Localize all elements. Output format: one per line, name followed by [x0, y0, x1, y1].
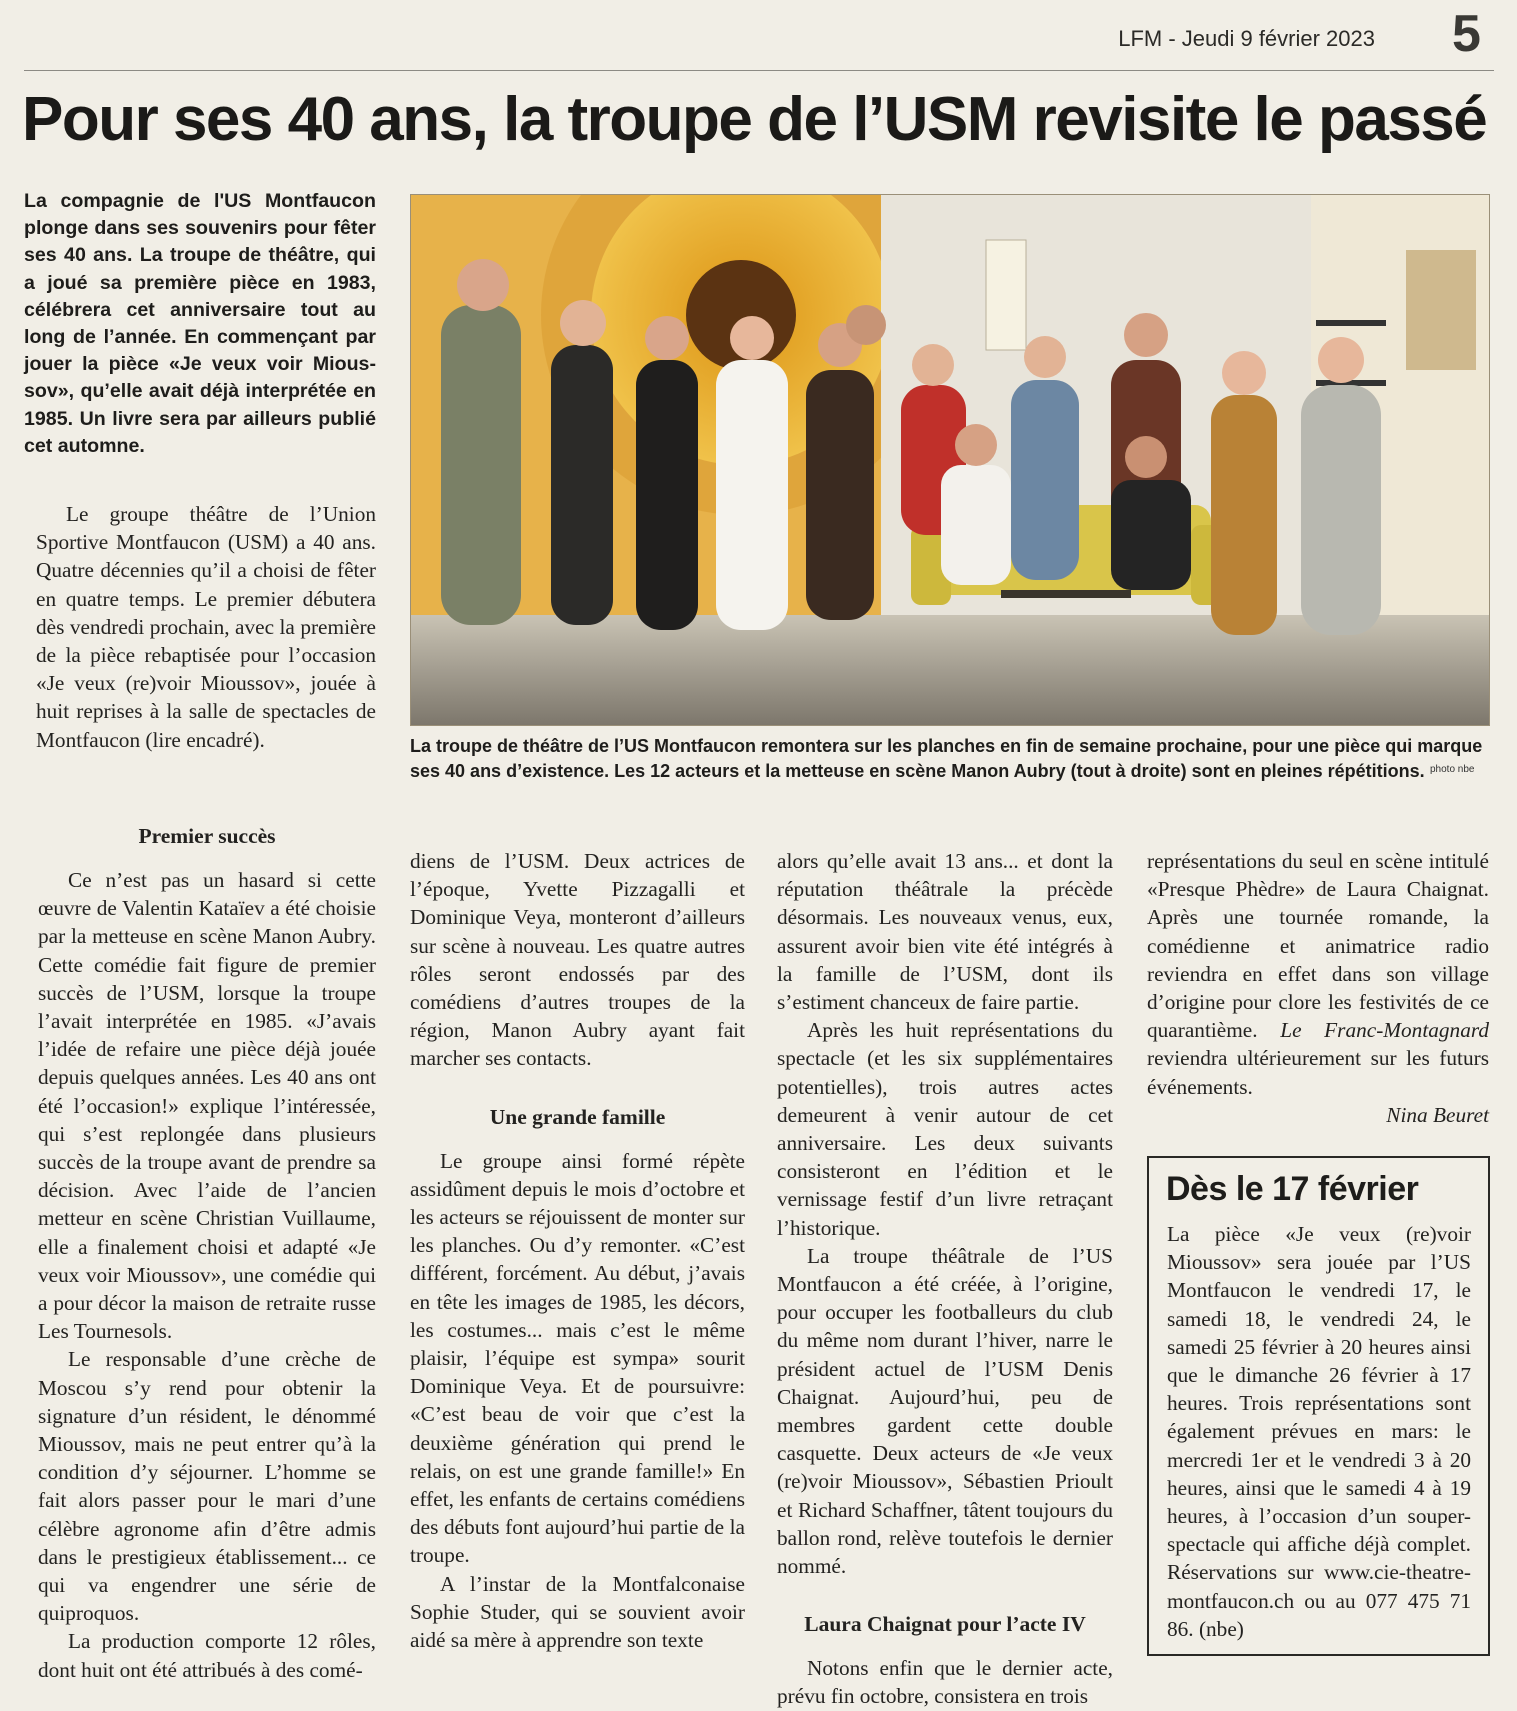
col4-paragraph-1 [1147, 847, 1489, 1101]
photo-caption: La troupe de théâtre de l’US Montfaucon remontera sur les planches en fin de semaine prochaine, pour une pièce qui marque ses 40 ans d’existence. Les 12 acteurs et la metteuse en scène Manon Aubry (tout à droite) sont en pleines répétitions. [410, 736, 1483, 781]
col3-paragraph-4: Notons enfin que le dernier acte, prévu fin octobre, consistera en trois [777, 1656, 1113, 1709]
headline: Pour ses 40 ans, la troupe de l’USM revisite le passé [22, 85, 1487, 154]
info-box-body [1167, 1220, 1471, 1643]
info-box-title: Dès le 17 février [1166, 1170, 1419, 1208]
subhead-une-grande-famille: Une grande famille [489, 1104, 666, 1129]
stage-illustration [411, 195, 1489, 725]
col2-paragraph-1: diens de l’USM. Deux actrices de l’époque, Yvette Pizzagalli et Dominique Veya, monteront d’ailleurs sur scène à nouveau. Les quatre autres rôles seront endossés par des comédiens d’autres troupes de la région, Manon Aubry ayant fait marcher ses contacts. [410, 849, 745, 1071]
column-3 [777, 847, 1113, 1711]
intro-column [36, 500, 376, 754]
page-number: 5 [1452, 5, 1481, 63]
photo-credit: photo nbe [1430, 764, 1475, 775]
lead-text: La compagnie de l'US Montfaucon plonge dans ses souvenirs pour fêter ses 40 ans. La troupe de théâtre, qui a joué sa première pièce en 1983, célébrera cet anniversaire tout au long de l’année. En commençant par jouer la pièce «Je veux voir Mioussov», qu’elle avait déjà interprétée en 1985. Un livre sera par ailleurs publié cet automne. [24, 190, 376, 457]
lead-paragraph [24, 188, 376, 460]
column-1 [38, 822, 376, 1684]
column-4 [1147, 847, 1489, 1129]
header-rule [24, 70, 1494, 71]
col2-paragraph-3: A l’instar de la Montfalconaise Sophie Studer, qui se souvient avoir aidé sa mère à apprendre son texte [410, 1571, 745, 1653]
subhead-laura-chaignat: Laura Chaignat pour l’acte IV [804, 1612, 1086, 1637]
col1-paragraph-3: La production comporte 12 rôles, dont huit ont été attribués à des comé- [38, 1629, 376, 1682]
col4-text-a: représentations du seul en scène intitulé «Presque Phèdre» de Laura Chaignat. Après une tournée romande, la comédienne et animatrice radio reviendra en effet dans son village d’origine pour clore les festivités de ce quarantième. [1147, 849, 1489, 1043]
subhead-premier-succes: Premier succès [138, 824, 276, 848]
col3-paragraph-2: Après les huit représentations du spectacle (et les six supplémentaires potentielles), trois autres actes demeurent à venir autour de cet anniversaire. Les deux suivants consisteront en l’édition et le vernissage festif d’un livre retraçant l’historique. [777, 1018, 1113, 1240]
col1-paragraph-1: Ce n’est pas un hasard si cette œuvre de Valentin Kataïev a été choisie par la metteuse en scène Manon Aubry. Cette comédie fait figure de premier succès de l’USM, lorsque la troupe l’avait interprétée en 1985. «J’avais l’idée de refaire une pièce déjà jouée depuis quelques années. Les 40 ans ont été l’occasion!» explique l’intéressée, qui s’est replongée dans plusieurs succès de la troupe avant de prendre sa décision. Avec l’aide de l’ancien metteur en scène Christian Vuillaume, elle a finalement choisi et adapté «Je veux voir Mioussov», une comédie qui a pour décor la maison de retraite russe Les Tournesols. [38, 868, 376, 1344]
author-signature: Nina Beuret [1386, 1102, 1489, 1127]
folio: LFM - Jeudi 9 février 2023 [1118, 26, 1375, 51]
troupe-photo [410, 194, 1490, 726]
col4-text-b: reviendra ultérieurement sur les futurs événements. [1147, 1046, 1489, 1099]
column-2 [410, 847, 745, 1654]
col3-paragraph-1: alors qu’elle avait 13 ans... et dont la réputation théâtrale la précède désormais. Les nouveaux venus, eux, assurent avoir bien vite été intégrés à la famille de l’USM, dont ils s’estiment chanceux de faire partie. [777, 849, 1113, 1015]
info-box-text: La pièce «Je veux (re)voir Mioussov» sera jouée par l’US Montfaucon le vendredi 17, le samedi 18, le vendredi 24, le samedi 25 février à 20 heures ainsi que le dimanche 26 février à 17 heures. Trois représentations sont également prévues en mars: le mercredi 1er et le vendredi 3 à 20 heures, ainsi que le samedi 4 à 19 heures, à l’occasion d’un souper-spectacle qui affiche déjà complet. Réservations sur www.cie-theatre-montfaucon.ch ou au 077 475 71 86. (nbe) [1167, 1222, 1471, 1641]
intro-paragraph: Le groupe théâtre de l’Union Sportive Montfaucon (USM) a 40 ans. Quatre décennies qu’il a choisi de fêter en quatre temps. Le premier débutera dès vendredi prochain, avec la première de la pièce rebaptisée pour l’occasion «Je veux (re)voir Mioussov», jouée à huit reprises à la salle de spectacles de Montfaucon (lire encadré). [36, 502, 376, 752]
newspaper-name: Le Franc-Montagnard [1280, 1018, 1489, 1043]
col1-paragraph-2: Le responsable d’une crèche de Moscou s’y rend pour obtenir la signature d’un résident, le dénommé Mioussov, mais ne peut entrer qu’à la condition d’y séjourner. L’homme se fait alors passer pour le mari d’une célèbre agronome afin d’être admis dans le prestigieux établissement... ce qui va engendrer une série de quiproquos. [38, 1347, 376, 1626]
col2-paragraph-2: Le groupe ainsi formé répète assidûment depuis le mois d’octobre et les acteurs se réjouissent de monter sur les planches. Ou d’y remonter. «C’est différent, forcément. Au début, j’avais en tête les images de 1985, les décors, les costumes... mais c’est le même plaisir, l’équipe est sympa» sourit Dominique Veya. Et de poursuivre: «C’est beau de voir que c’est la deuxième génération qui prend le relais, on est une grande famille!» En effet, les enfants de certains comédiens des débuts font aujourd’hui partie de la troupe. [410, 1148, 745, 1568]
col3-paragraph-3: La troupe théâtrale de l’US Montfaucon a été créée, à l’origine, pour occuper les footballeurs du club du même nom durant l’hiver, narre le président actuel de l’USM Denis Chaignat. Aujourd’hui, peu de membres gardent cette double casquette. Deux acteurs de «Je veux (re)voir Mioussov», Sébastien Prioult et Richard Schaffner, tâtent toujours du ballon rond, relève toutefois le dernier nommé. [777, 1243, 1113, 1579]
